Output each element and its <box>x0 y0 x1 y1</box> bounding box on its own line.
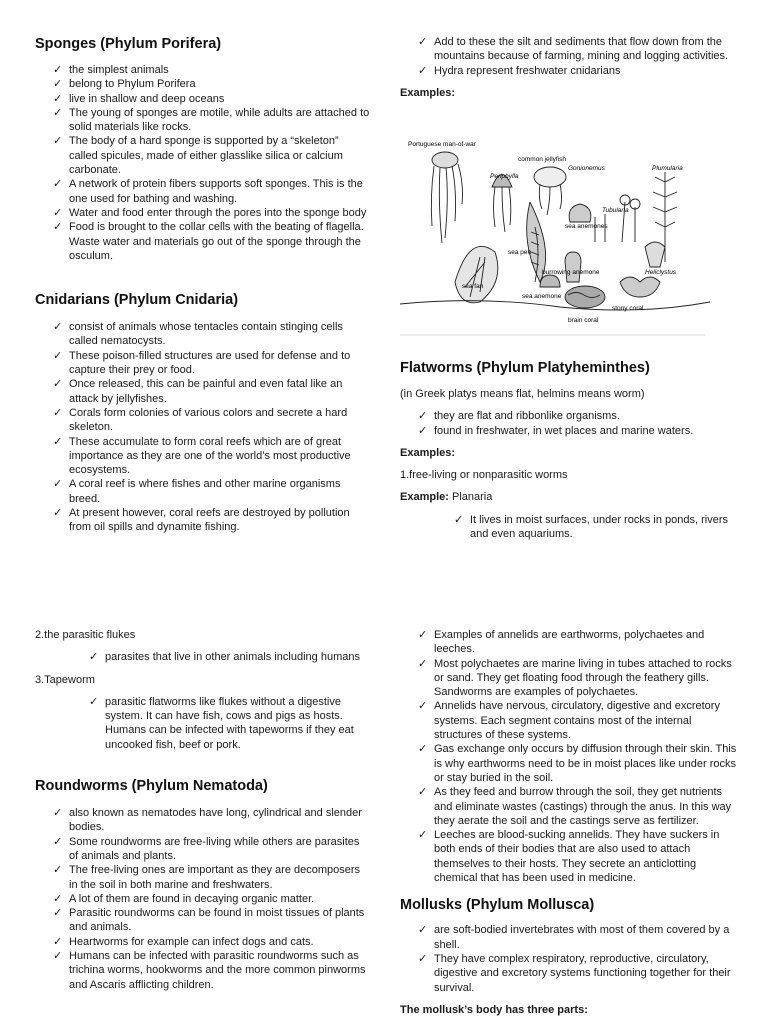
list-item-text: As they feed and burrow through the soil, they get nutrients and eliminate wastes (castings) through the anus. In this way they aerate the soil and the castings serve as fertilizer. <box>434 786 732 827</box>
list-item <box>400 699 740 742</box>
list-item <box>35 835 370 864</box>
label-sea-anemone: sea anemone <box>522 293 562 300</box>
label-gonionemus: Gonionemus <box>568 165 605 172</box>
list-item <box>35 892 370 906</box>
mollusks-list <box>400 923 740 994</box>
cnidarians-list <box>35 320 370 534</box>
cnidarians-illustration <box>400 132 710 337</box>
list-item <box>400 828 740 885</box>
example-label: Example: <box>400 491 449 504</box>
planaria-example <box>400 490 740 504</box>
list-item-text: Parasitic roundworms can be found in moist tissues of plants and animals. <box>69 907 365 934</box>
list-item <box>35 650 370 664</box>
checkmark-icon: ✓ <box>53 178 63 191</box>
list-item-text: A lot of them are found in decaying organic matter. <box>69 892 315 905</box>
list-item <box>400 513 740 542</box>
checkmark-icon: ✓ <box>53 135 63 148</box>
list-item-text: belong to Phylum Porifera <box>69 78 196 91</box>
checkmark-icon: ✓ <box>53 64 63 76</box>
list-item-text: Most polychaetes are marine living in tubes attached to rocks or sand. They get floating food through the feathery gills. Sandworms are examples of polychaetes. <box>434 657 732 699</box>
sponges-heading: Sponges (Phylum Porifera) <box>35 36 222 52</box>
list-item-text: live in shallow and deep oceans <box>69 92 225 105</box>
list-item <box>400 952 740 995</box>
list-item-text: Food is brought to the collar cells with the beating of flagella. Waste water and materials go out of the sponge through the osculum. <box>69 221 364 262</box>
free-living-label: 1.free-living or nonparasitic worms <box>400 469 568 482</box>
list-item-text: Heartworms for example can infect dogs and cats. <box>69 935 314 948</box>
tapeworm-list <box>35 695 370 752</box>
list-item-text: they are flat and ribbonlike organisms. <box>434 410 620 423</box>
list-item-text: These poison-filled structures are used for defense and to capture their prey or food. <box>69 349 351 377</box>
checkmark-icon: ✓ <box>418 700 428 713</box>
list-item <box>400 628 740 657</box>
checkmark-icon: ✓ <box>418 657 428 670</box>
list-item-text: These accumulate to form coral reefs which are of great importance as they are one of the world’s most productive ecosystems. <box>69 435 351 477</box>
list-item <box>35 506 370 535</box>
list-item-text: the simplest animals <box>69 64 169 76</box>
flatworms-examples-label: Examples: <box>400 446 456 459</box>
list-item-text: A network of protein fibers supports soft sponges. This is the one used for bathing and washing. <box>69 178 363 205</box>
checkmark-icon: ✓ <box>418 786 428 799</box>
label-sea-fan: sea fan <box>462 283 484 290</box>
checkmark-icon: ✓ <box>53 378 63 391</box>
checkmark-icon: ✓ <box>53 892 63 905</box>
list-item-text: Examples of annelids are earthworms, polychaetes and leeches. <box>434 629 705 656</box>
cnidarians-examples-label: Examples: <box>400 86 456 99</box>
list-item <box>35 177 370 206</box>
list-item-text: The young of sponges are motile, while adults are attached to solid materials like rocks. <box>69 106 370 134</box>
checkmark-icon: ✓ <box>53 807 63 820</box>
flatworms-intro: (in Greek platys means flat, helmins means worm) <box>400 388 645 400</box>
cnidarians-heading: Cnidarians (Phylum Cnidaria) <box>35 292 239 309</box>
list-item-text: are soft-bodied invertebrates with most of them covered by a shell. <box>434 924 730 951</box>
list-item-text: Humans can be infected with parasitic roundworms such as trichina worms, hookworms and the more common pinworms and Ascaris afflicting children. <box>69 950 366 991</box>
label-sea-pen: sea pen <box>508 249 532 256</box>
list-item <box>35 134 370 177</box>
list-item-text: Once released, this can be painful and even fatal like an attack by jellyfishes. <box>69 378 343 405</box>
checkmark-icon: ✓ <box>53 507 63 520</box>
list-item <box>35 106 370 135</box>
list-item <box>35 935 370 949</box>
page-bottom <box>0 618 768 1024</box>
left-column-bottom <box>35 618 370 992</box>
checkmark-icon: ✓ <box>418 629 428 641</box>
checkmark-icon: ✓ <box>53 478 63 491</box>
checkmark-icon: ✓ <box>53 106 63 119</box>
roundworms-heading: Roundworms (Phylum Nematoda) <box>35 778 268 795</box>
list-item <box>400 657 740 700</box>
checkmark-icon: ✓ <box>53 206 63 219</box>
checkmark-icon: ✓ <box>53 950 63 963</box>
list-item-text: Annelids have nervous, circulatory, digestive and excretory systems. Each segment contains most of the internal structures of these systems. <box>434 700 720 742</box>
example-value: Planaria <box>451 491 493 504</box>
checkmark-icon: ✓ <box>418 36 428 48</box>
mollusk-body-parts: The mollusk’s body has three parts: <box>400 1003 588 1016</box>
list-item-text: It lives in moist surfaces, under rocks in ponds, rivers and even aquariums. <box>470 513 728 541</box>
flukes-list <box>35 650 370 664</box>
right-column-top <box>400 0 740 100</box>
planaria-list <box>400 513 740 542</box>
label-sea-anemones: sea anemones <box>565 223 608 230</box>
list-item-text: found in freshwater, in wet places and marine waters. <box>434 424 694 437</box>
checkmark-icon: ✓ <box>53 406 63 419</box>
label-common-jellyfish: common jellyfish <box>518 156 567 163</box>
flukes-label: 2.the parasitic flukes <box>35 629 136 641</box>
list-item-text: Some roundworms are free-living while others are parasites of animals and plants. <box>69 835 360 862</box>
checkmark-icon: ✓ <box>418 952 428 965</box>
label-man-of-war: Portuguese man-of-war <box>408 141 476 148</box>
list-item-text: Corals form colonies of various colors and secrete a hard skeleton. <box>69 406 348 434</box>
list-item <box>35 695 370 752</box>
list-item <box>35 92 370 106</box>
list-item <box>400 409 740 423</box>
checkmark-icon: ✓ <box>454 513 464 526</box>
label-tubularia: Tubularia <box>602 207 629 214</box>
list-item <box>400 424 740 438</box>
roundworms-list <box>35 806 370 992</box>
label-brain-coral: brain coral <box>568 317 599 324</box>
list-item <box>400 35 740 64</box>
list-item <box>35 63 370 77</box>
list-item <box>35 320 370 349</box>
list-item <box>35 206 370 220</box>
list-item <box>400 64 740 78</box>
cnidarians-continued-list <box>400 35 740 78</box>
checkmark-icon: ✓ <box>418 64 428 77</box>
checkmark-icon: ✓ <box>418 829 428 842</box>
flatworms-section <box>400 360 740 541</box>
list-item-text: Gas exchange only occurs by diffusion through their skin. This is why earthworms need to be in moist places like under rocks or stay buried in the soil. <box>434 743 737 784</box>
checkmark-icon: ✓ <box>53 435 63 448</box>
label-periphylla: Periphylla <box>490 173 519 180</box>
flatworms-heading: Flatworms (Phylum Platyheminthes) <box>400 360 650 376</box>
checkmark-icon: ✓ <box>53 321 63 334</box>
checkmark-icon: ✓ <box>53 78 63 91</box>
list-item <box>35 349 370 378</box>
label-stony-coral: stony coral <box>612 305 644 312</box>
list-item <box>35 906 370 935</box>
list-item <box>35 863 370 892</box>
list-item-text: At present however, coral reefs are destroyed by pollution from oil spills and dynamite fishing. <box>69 507 350 534</box>
list-item <box>400 785 740 828</box>
list-item <box>400 742 740 785</box>
list-item-text: parasites that live in other animals including humans <box>105 651 360 664</box>
checkmark-icon: ✓ <box>418 924 428 937</box>
checkmark-icon: ✓ <box>53 864 63 877</box>
list-item <box>35 806 370 835</box>
checkmark-icon: ✓ <box>53 349 63 362</box>
list-item <box>35 406 370 435</box>
checkmark-icon: ✓ <box>53 835 63 848</box>
list-item-text: The free-living ones are important as they are decomposers in the soil in both marine and freshwaters. <box>69 864 361 891</box>
tapeworm-label: 3.Tapeworm <box>35 673 95 686</box>
list-item <box>35 220 370 263</box>
annelids-list <box>400 628 740 885</box>
list-item <box>35 477 370 506</box>
list-item <box>35 949 370 992</box>
checkmark-icon: ✓ <box>418 424 428 437</box>
flatworms-list <box>400 409 740 438</box>
list-item-text: They have complex respiratory, reproductive, circulatory, digestive and excretory systems functioning together for their survival. <box>434 952 731 994</box>
list-item-text: consist of animals whose tentacles contain stinging cells called nematocysts. <box>69 321 343 348</box>
left-column-top <box>35 0 370 535</box>
list-item <box>35 77 370 91</box>
checkmark-icon: ✓ <box>418 410 428 423</box>
list-item-text: Leeches are blood-sucking annelids. They have suckers in both ends of their bodies that are also used to attach themselves to their hosts. They secrete an anticlotting chemical that has been used in medicine. <box>434 829 720 885</box>
label-burrowing-anemone: burrowing anemone <box>542 269 600 276</box>
list-item <box>35 377 370 406</box>
label-heliclystus: Heliclystus <box>645 269 677 276</box>
list-item-text: also known as nematodes have long, cylindrical and slender bodies. <box>69 807 362 834</box>
checkmark-icon: ✓ <box>89 651 99 664</box>
list-item-text: Water and food enter through the pores into the sponge body <box>69 206 367 219</box>
list-item-text: A coral reef is where fishes and other marine organisms breed. <box>69 478 341 505</box>
sponges-list <box>35 63 370 263</box>
list-item <box>400 923 740 952</box>
checkmark-icon: ✓ <box>53 907 63 920</box>
label-plumularia: Plumularia <box>652 165 683 172</box>
checkmark-icon: ✓ <box>53 935 63 948</box>
list-item <box>35 435 370 478</box>
checkmark-icon: ✓ <box>53 221 63 234</box>
checkmark-icon: ✓ <box>89 695 99 708</box>
checkmark-icon: ✓ <box>53 92 63 105</box>
list-item-text: parasitic flatworms like flukes without a digestive system. It can have fish, cows and pigs as hosts. Humans can be infected with tapeworms if they eat uncooked fish, beef or pork. <box>105 695 354 751</box>
right-column-bottom <box>400 618 740 1017</box>
list-item-text: Hydra represent freshwater cnidarians <box>434 64 621 77</box>
list-item-text: The body of a hard sponge is supported by a “skeleton” called spicules, made of either glasslike silica or calcium carbonate. <box>69 135 343 177</box>
mollusks-heading: Mollusks (Phylum Mollusca) <box>400 897 595 914</box>
list-item-text: Add to these the silt and sediments that flow down from the mountains because of farming, mining and logging activities. <box>434 36 729 63</box>
checkmark-icon: ✓ <box>418 743 428 756</box>
